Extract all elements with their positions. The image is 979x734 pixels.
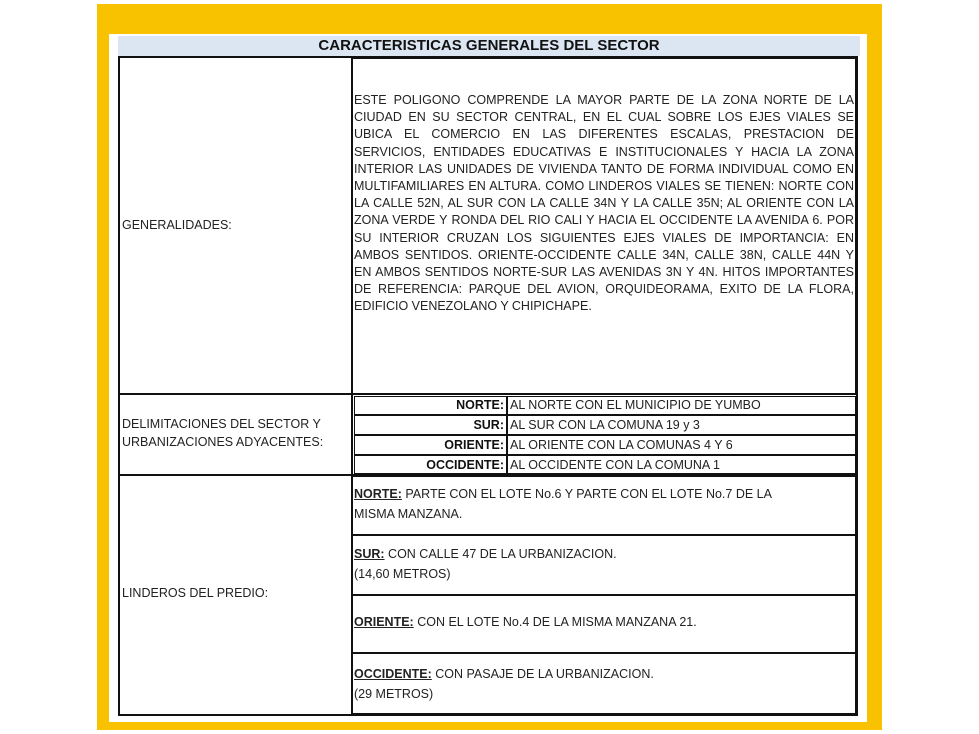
- delimitacion-key-occidente: OCCIDENTE:: [426, 458, 504, 472]
- lindero-text-occidente: CON PASAJE DE LA URBANIZACION.: [431, 667, 654, 681]
- lindero-text-norte: PARTE CON EL LOTE No.6 Y PARTE CON EL LOTE No.7 DE LA: [401, 487, 772, 501]
- linderos-row-divider: [352, 534, 856, 536]
- delimitaciones-label-line1: DELIMITACIONES DEL SECTOR Y: [122, 417, 321, 431]
- delimitacion-value-oriente: AL ORIENTE CON LA COMUNAS 4 Y 6: [510, 438, 733, 452]
- lindero-key-norte: NORTE:: [354, 487, 402, 501]
- delimitacion-key-norte: NORTE:: [456, 398, 504, 412]
- lindero-key-oriente: ORIENTE:: [354, 615, 414, 629]
- lindero-text-norte-2: MISMA MANZANA.: [354, 507, 463, 521]
- delimitacion-key-oriente: ORIENTE:: [444, 438, 504, 452]
- delimitacion-key-sur: SUR:: [473, 418, 504, 432]
- section-title: CARACTERISTICAS GENERALES DEL SECTOR: [118, 36, 860, 56]
- lindero-text-sur-2: (14,60 METROS): [354, 567, 451, 581]
- lindero-text-sur: CON CALLE 47 DE LA URBANIZACION.: [384, 547, 617, 561]
- generalidades-label: GENERALIDADES:: [122, 218, 232, 232]
- lindero-text-oriente: CON EL LOTE No.4 DE LA MISMA MANZANA 21.: [413, 615, 697, 629]
- linderos-label: LINDEROS DEL PREDIO:: [122, 586, 269, 600]
- generalidades-text: ESTE POLIGONO COMPRENDE LA MAYOR PARTE DE LA ZONA NORTE DE LA CIUDAD EN SU SECTOR CENTRAL, EN EL CUAL SOBRE LOS EJES VIALES SE UBICA EL COMERCIO EN LAS DIFERENTES ESCALAS, PRESTACION DE SERVICIOS, ENTIDADES EDUCATIVAS E INSTITUCIONALES Y HACIA LA ZONA INTERIOR LAS UNIDADES DE VIVIENDA TANTO DE FORMA INDIVIDUAL COMO EN MULTIFAMILIARES EN ALTURA. COMO LINDEROS VIALES SE TIENEN: NORTE CON LA CALLE 52N, AL SUR CON LA CALLE 34N Y LA CALLE 35N; AL ORIENTE CON LA ZONA VERDE Y RONDA DEL RIO CALI Y HACIA EL OCCIDENTE LA AVENIDA 6. POR SU INTERIOR CRUZAN LOS SIGUIENTES EJES VIALES DE IMPORTANCIA: EN AMBOS SENTIDOS. ORIENTE-OCCIDENTE CALLE 34N, CALLE 38N, CALLE 44N Y EN AMBOS SENTIDOS NORTE-SUR LAS AVENIDAS 3N Y 4N. HITOS IMPORTANTES DE REFERENCIA: PARQUE DEL AVION, ORQUIDEORAMA, EXITO DE LA FLORA, EDIFICIO VENEZOLANO Y CHIPICHAPE.: [354, 93, 854, 314]
- lindero-text-occidente-2: (29 METROS): [354, 687, 434, 701]
- lindero-key-sur: SUR:: [354, 547, 385, 561]
- lindero-sur: [354, 544, 844, 584]
- linderos-row-divider: [352, 594, 856, 596]
- delimitacion-value-sur: AL SUR CON LA COMUNA 19 y 3: [510, 418, 700, 432]
- delimitacion-value-norte: AL NORTE CON EL MUNICIPIO DE YUMBO: [510, 398, 761, 412]
- delimitaciones-label-line2: URBANIZACIONES ADYACENTES:: [122, 435, 324, 449]
- linderos-row-divider: [352, 652, 856, 654]
- lindero-oriente: [354, 612, 844, 632]
- lindero-norte: [354, 484, 844, 524]
- lindero-key-occidente: OCCIDENTE:: [354, 667, 432, 681]
- delimitacion-value-occidente: AL OCCIDENTE CON LA COMUNA 1: [510, 458, 720, 472]
- lindero-occidente: [354, 664, 844, 704]
